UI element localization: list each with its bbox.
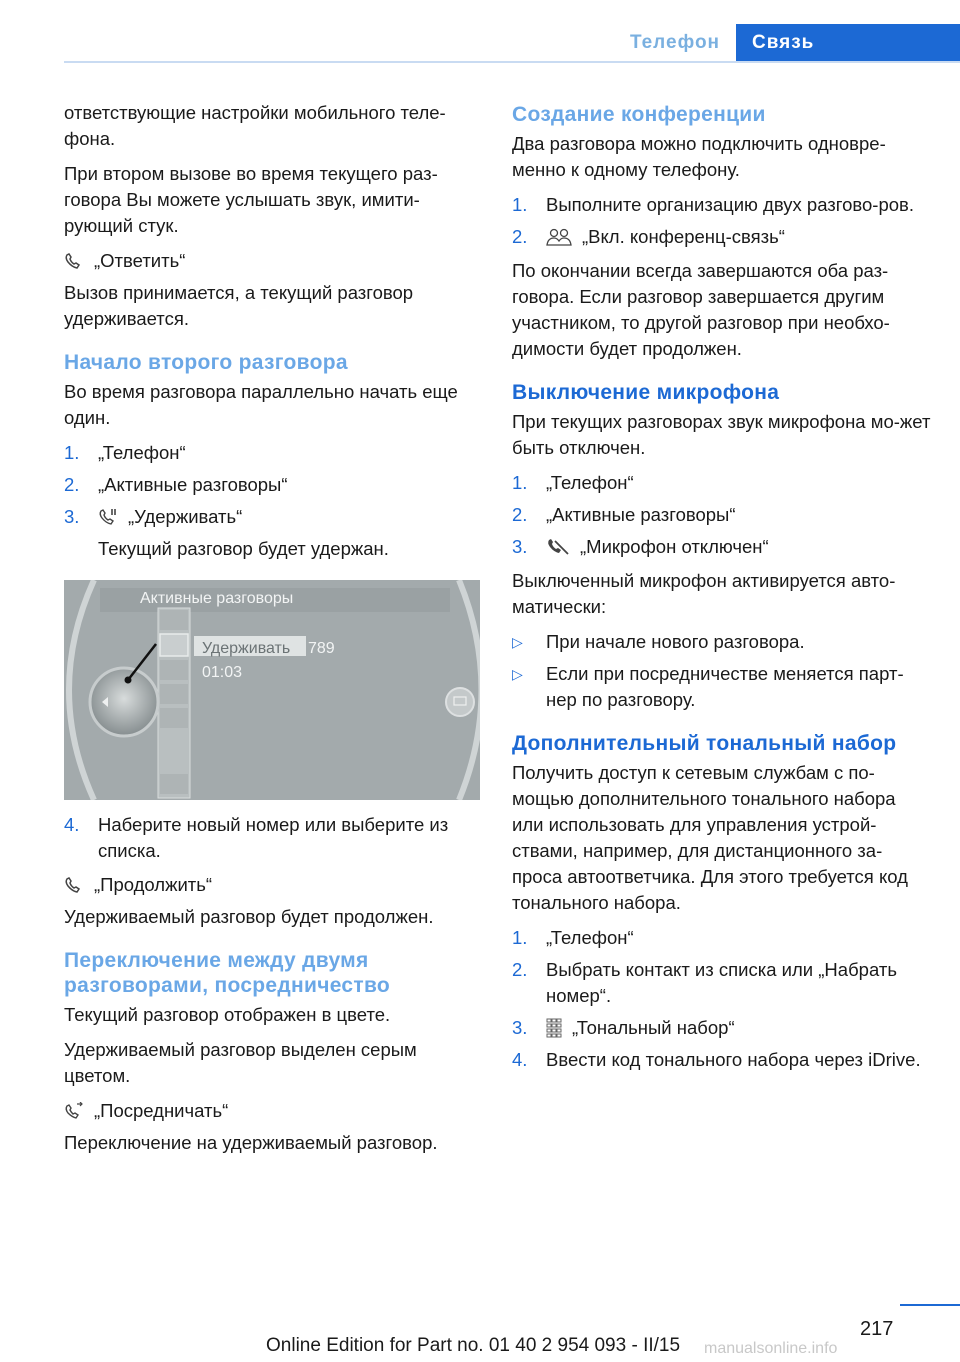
- step-text: „Активные разговоры“: [546, 504, 736, 525]
- list-item: [512, 192, 932, 218]
- steps-list: [64, 440, 484, 562]
- step-text: Выбрать контакт из списка или „Набрать номер“.: [546, 959, 897, 1006]
- paragraph: ответствующие настройки мобильного теле-фона.: [64, 102, 446, 149]
- idrive-screenshot: [64, 580, 480, 800]
- conference-icon: [546, 227, 572, 247]
- idrive-screen-graphic: [64, 580, 480, 800]
- command-label: „Продолжить“: [94, 874, 213, 895]
- phone-continue-icon: [64, 876, 84, 894]
- list-item-sub: [64, 536, 484, 562]
- list-item: [512, 925, 932, 951]
- command-answer: [64, 248, 484, 274]
- step-number: 2.: [512, 504, 528, 525]
- phone-answer-icon: [64, 252, 84, 270]
- left-column: [64, 100, 484, 1165]
- list-item: [64, 504, 484, 530]
- heading-switch-calls: Переключение между двумя разговорами, посредничество: [64, 949, 391, 997]
- screen-title: Активные разговоры: [140, 590, 294, 607]
- list-item: [512, 502, 932, 528]
- list-item: [512, 629, 932, 655]
- heading-dtmf: Дополнительный тональный набор: [512, 732, 897, 755]
- command-label: „Посредничать“: [94, 1100, 229, 1121]
- screen-time: 01:03: [202, 664, 243, 681]
- heading-mute-mic: Выключение микрофона: [512, 381, 780, 404]
- command-label: „Ответить“: [94, 250, 186, 271]
- steps-list: [512, 925, 932, 1073]
- step-text: Выполните организацию двух разгово-ров.: [546, 194, 915, 215]
- watermark: manualsonline.info: [704, 1340, 838, 1357]
- paragraph: Два разговора можно подключить одновре-менно к одному телефону.: [512, 133, 886, 180]
- step-number: 2.: [512, 959, 528, 980]
- paragraph: По окончании всегда завершаются оба раз-говора. Если разговор завершается другим участником, то другой разговор при необхо-димости будет продолжен.: [512, 260, 890, 359]
- list-item: [64, 472, 484, 498]
- step-label: „Вкл. конференц-связь“: [582, 226, 785, 247]
- paragraph: При втором вызове во время текущего раз-говора Вы можете услышать звук, имити-рующий стук.: [64, 163, 438, 236]
- bullet-triangle-icon: ▷: [512, 666, 523, 682]
- heading-second-call: Начало второго разговора: [64, 351, 348, 374]
- step-label: „Тональный набор“: [572, 1017, 735, 1038]
- screen-number: 789: [308, 640, 335, 657]
- step-text: [546, 224, 932, 250]
- list-item: [512, 1047, 932, 1073]
- header-divider: [64, 61, 960, 63]
- paragraph: Получить доступ к сетевым службам с по-мощью дополнительного тонального набора или использовать для управления устрой-ствами, например, для дистанционного за-проса автоответчика. Для этого требуется код тонального набора.: [512, 762, 908, 913]
- list-item: [512, 957, 932, 1009]
- paragraph: Переключение на удерживаемый разговор.: [64, 1132, 438, 1153]
- steps-list: [512, 470, 932, 560]
- list-item: [512, 661, 932, 713]
- step-text: „Телефон“: [546, 927, 634, 948]
- step-number: 1.: [512, 194, 528, 215]
- page-header: [0, 24, 960, 62]
- screen-hold-label: Удерживать: [202, 640, 291, 657]
- bullet-triangle-icon: ▷: [512, 634, 523, 650]
- step-number: 3.: [64, 506, 80, 527]
- list-item: [64, 812, 484, 864]
- step-text: [98, 504, 484, 530]
- step-text: Наберите новый номер или выберите из списка.: [98, 814, 449, 861]
- paragraph: Текущий разговор отображен в цвете.: [64, 1004, 391, 1025]
- microphone-off-icon: [546, 537, 570, 557]
- step-text: [546, 1015, 932, 1041]
- hold-call-icon: [98, 507, 118, 527]
- bullet-text: При начале нового разговора.: [546, 631, 805, 652]
- paragraph: Во время разговора параллельно начать еще один.: [64, 381, 458, 428]
- list-item: [512, 1015, 932, 1041]
- step-number: 2.: [512, 226, 528, 247]
- step-text: „Активные разговоры“: [98, 474, 288, 495]
- bullet-list: [512, 629, 932, 713]
- paragraph: Вызов принимается, а текущий разговор удерживается.: [64, 282, 414, 329]
- step-number: 4.: [512, 1049, 528, 1070]
- step-text: „Телефон“: [546, 472, 634, 493]
- bullet-text: Если при посредничестве меняется парт-нер по разговору.: [546, 663, 904, 710]
- edition-text: Online Edition for Part no. 01 40 2 954 093 - II/15: [266, 1335, 681, 1356]
- step-subtext: Текущий разговор будет удержан.: [98, 538, 389, 559]
- paragraph: Выключенный микрофон активируется авто-матически:: [512, 570, 896, 617]
- paragraph: При текущих разговорах звук микрофона мо-жет быть отключен.: [512, 411, 931, 458]
- step-number: 4.: [64, 814, 80, 835]
- heading-conference: Создание конференции: [512, 103, 766, 126]
- step-number: 1.: [512, 472, 528, 493]
- step-number: 3.: [512, 536, 528, 557]
- step-number: 2.: [64, 474, 80, 495]
- tab-phone[interactable]: Телефон: [629, 32, 721, 53]
- list-item: [512, 224, 932, 250]
- swap-call-icon: [64, 1102, 84, 1120]
- footer-divider: [900, 1304, 960, 1306]
- paragraph: Удерживаемый разговор выделен серым цветом.: [64, 1039, 417, 1086]
- list-item: [512, 470, 932, 496]
- page-number: 217: [860, 1318, 894, 1340]
- keypad-icon: [546, 1018, 562, 1038]
- command-continue: [64, 872, 484, 898]
- step-label: „Микрофон отключен“: [580, 536, 769, 557]
- step-number: 3.: [512, 1017, 528, 1038]
- step-label: „Удерживать“: [128, 506, 243, 527]
- step-text: [546, 534, 932, 560]
- step-number: 1.: [64, 442, 80, 463]
- steps-list-continued: [64, 812, 484, 864]
- tab-communication[interactable]: Связь: [736, 24, 960, 62]
- right-column: [512, 100, 932, 1081]
- step-number: 1.: [512, 927, 528, 948]
- paragraph: Удерживаемый разговор будет продолжен.: [64, 906, 434, 927]
- step-text: „Телефон“: [98, 442, 186, 463]
- step-text: Ввести код тонального набора через iDrive.: [546, 1049, 921, 1070]
- command-mediate: [64, 1098, 484, 1124]
- list-item: [512, 534, 932, 560]
- list-item: [64, 440, 484, 466]
- steps-list: [512, 192, 932, 250]
